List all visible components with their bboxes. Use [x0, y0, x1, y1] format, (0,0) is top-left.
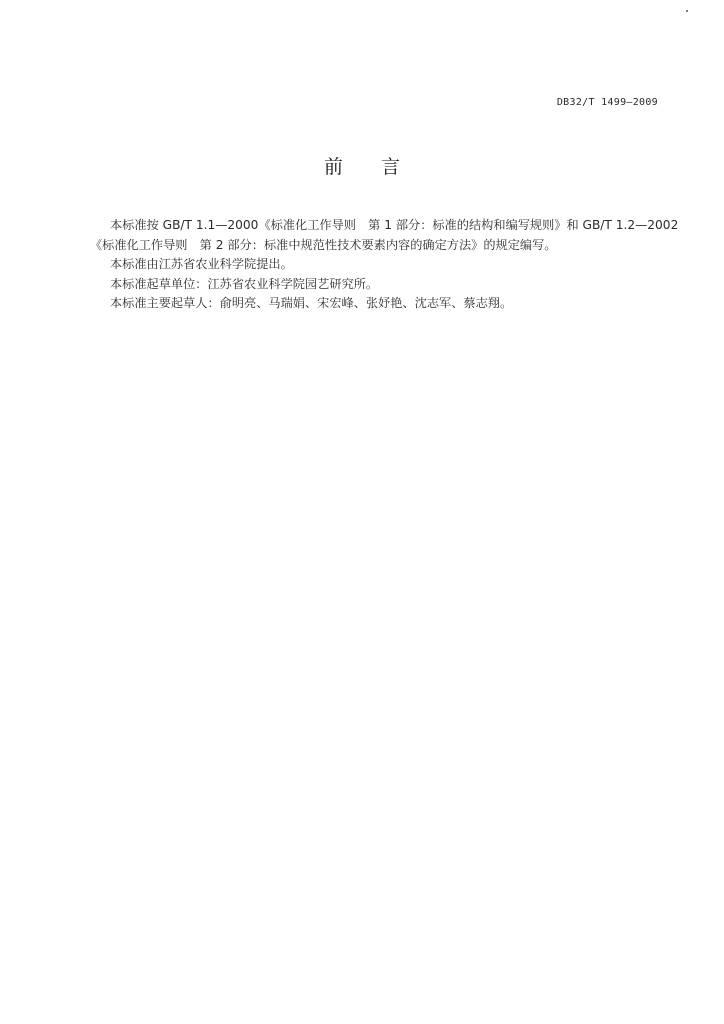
foreword-paragraph-2: 本标准由江苏省农业科学院提出。 [110, 257, 293, 271]
scan-speck [686, 10, 688, 12]
standard-code: DB32/T 1499—2009 [556, 97, 658, 108]
foreword-paragraph-1-line-1: 本标准按 GB/T 1.1—2000《标准化工作导则 第 1 部分：标准的结构和编写规则》和 GB/T 1.2—2002 [110, 218, 679, 232]
foreword-paragraph-4: 本标准主要起草人：俞明亮、马瑞娟、宋宏峰、张妤艳、沈志军、蔡志翔。 [110, 296, 513, 310]
foreword-paragraph-1-line-2: 《标准化工作导则 第 2 部分：标准中规范性技术要素内容的确定方法》的规定编写。 [90, 237, 557, 252]
foreword-paragraph-3: 本标准起草单位：江苏省农业科学院园艺研究所。 [110, 276, 379, 291]
title-char-2: 言 [381, 156, 401, 178]
title-char-1: 前 [323, 156, 343, 178]
foreword-body [90, 216, 679, 314]
page-title [0, 152, 724, 179]
